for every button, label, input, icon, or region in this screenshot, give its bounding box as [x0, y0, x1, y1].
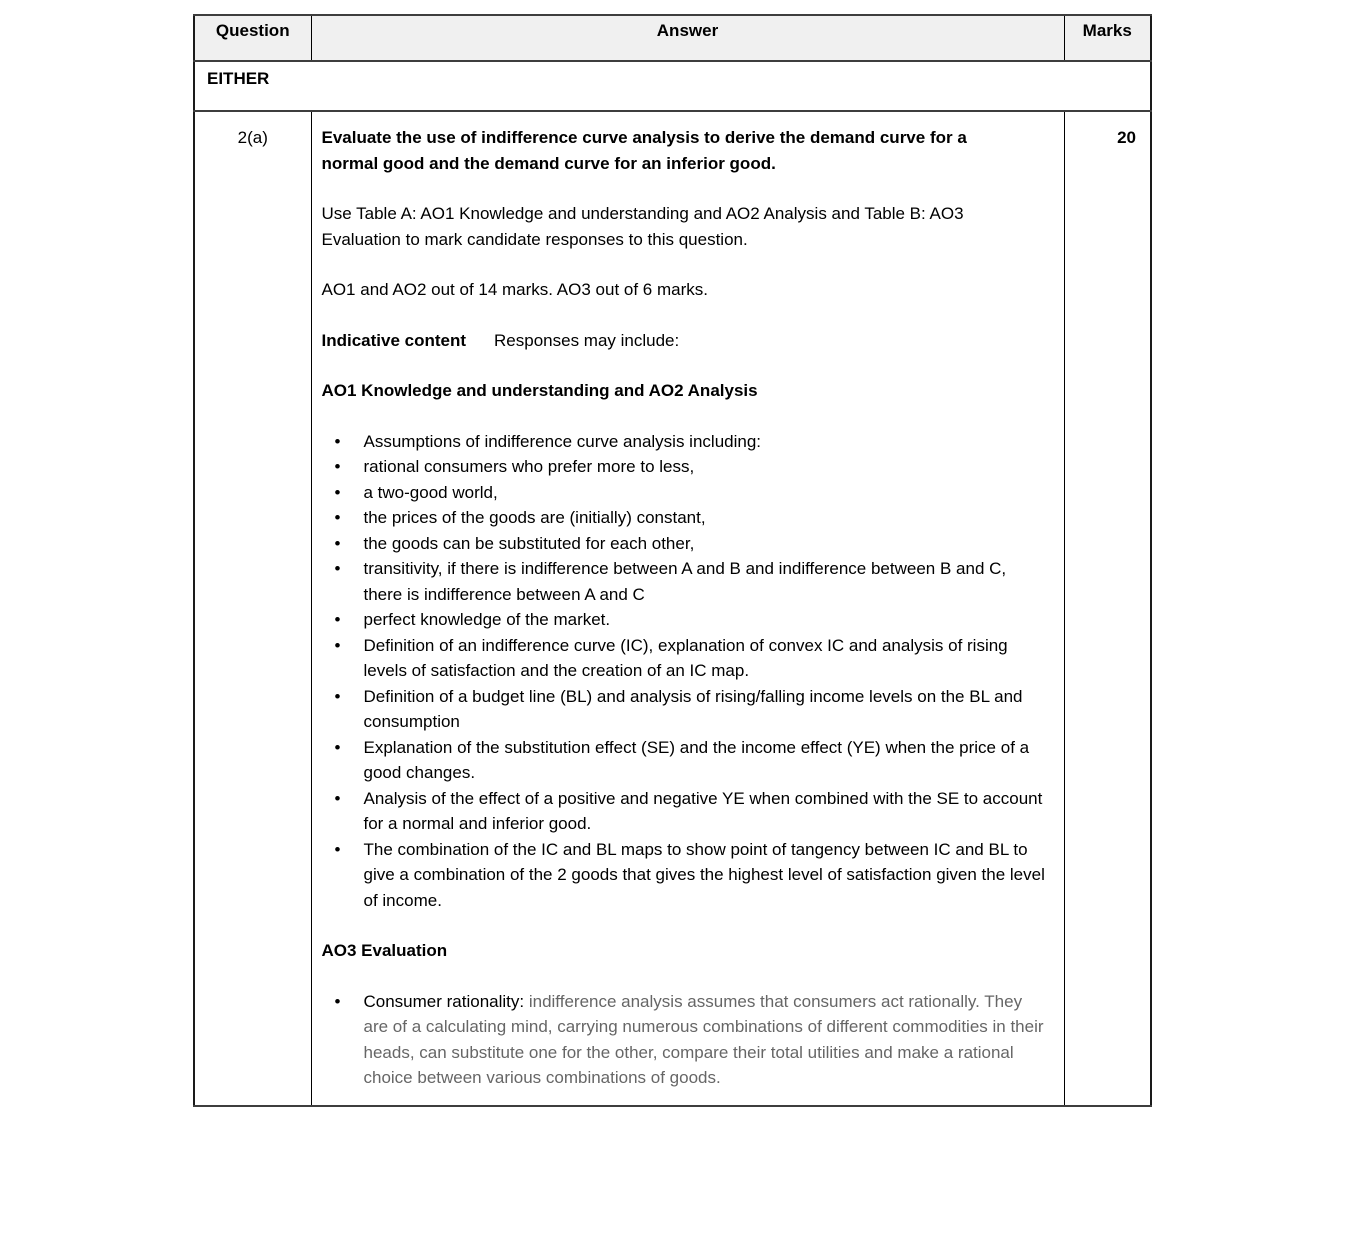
markscheme-table [193, 14, 1152, 1107]
consumer-rationality-lead: Consumer rationality: [363, 991, 525, 1011]
question-number: 2(a) [194, 111, 311, 1106]
ao1-bullet-item: • Definition of an indifference curve (IC), explanation of convex IC and analysis of rising levels of satisfaction and the creation of an IC map. [322, 633, 1048, 684]
ao1-bullet-item: • the goods can be substituted for each other, [322, 531, 1048, 557]
question-title: Evaluate the use of indifference curve analysis to derive the demand curve for a normal good and the demand curve for an inferior good. [321, 128, 967, 173]
ao1-bullet-item: • Definition of a budget line (BL) and analysis of rising/falling income levels on the BL and consumption [322, 684, 1048, 735]
ao1-bullet-item: • rational consumers who prefer more to less, [322, 454, 1048, 480]
answer-cell [311, 111, 1064, 1106]
marks-column-header: Marks [1064, 15, 1151, 61]
tables-instruction-paragraph: Use Table A: AO1 Knowledge and understanding and AO2 Analysis and Table B: AO3 Evaluation to mark candidate responses to this question. [321, 204, 964, 249]
ao3-bullet-list [322, 989, 1048, 1091]
indicative-content-line [322, 328, 1048, 354]
ao3-bullet-item [322, 989, 1048, 1091]
marks-split-paragraph: AO1 and AO2 out of 14 marks. AO3 out of 6 marks. [321, 280, 708, 299]
question-column-header: Question [194, 15, 311, 61]
question-2a-row [194, 111, 1151, 1106]
ao1-bullet-item: • The combination of the IC and BL maps to show point of tangency between IC and BL to give a combination of the 2 goods that gives the highest level of satisfaction given the level of income. [322, 837, 1048, 914]
ao1-bullet-item: • transitivity, if there is indifference between A and B and indifference between B and C, there is indifference between A and C [322, 556, 1048, 607]
responses-may-include-text: Responses may include: [494, 330, 680, 350]
ao3-heading: AO3 Evaluation [321, 941, 448, 960]
marks-value: 20 [1064, 111, 1151, 1106]
ao1-bullet-item: • perfect knowledge of the market. [322, 607, 1048, 633]
either-row [194, 61, 1151, 111]
ao1-bullet-item: • Assumptions of indifference curve analysis including: [322, 429, 1048, 455]
ao1-bullet-item: • a two-good world, [322, 480, 1048, 506]
either-label: EITHER [194, 61, 1151, 111]
indicative-content-label: Indicative content [321, 330, 467, 350]
ao1-ao2-heading: AO1 Knowledge and understanding and AO2 Analysis [321, 381, 758, 400]
ao1-bullet-item: • Analysis of the effect of a positive and negative YE when combined with the SE to account for a normal and inferior good. [322, 786, 1048, 837]
header-row [194, 15, 1151, 61]
ao1-bullet-item: • Explanation of the substitution effect (SE) and the income effect (YE) when the price of a good changes. [322, 735, 1048, 786]
ao1-bullet-item: • the prices of the goods are (initially) constant, [322, 505, 1048, 531]
answer-column-header: Answer [311, 15, 1064, 61]
ao1-bullet-list [322, 429, 1048, 914]
consumer-rationality-body: indifference analysis assumes that consumers act rationally. They are of a calculating mind, carrying numerous combinations of different commodities in their heads, can substitute one for the other, compare their total utilities and make a rational choice between various combinations of goods. [363, 991, 1044, 1087]
